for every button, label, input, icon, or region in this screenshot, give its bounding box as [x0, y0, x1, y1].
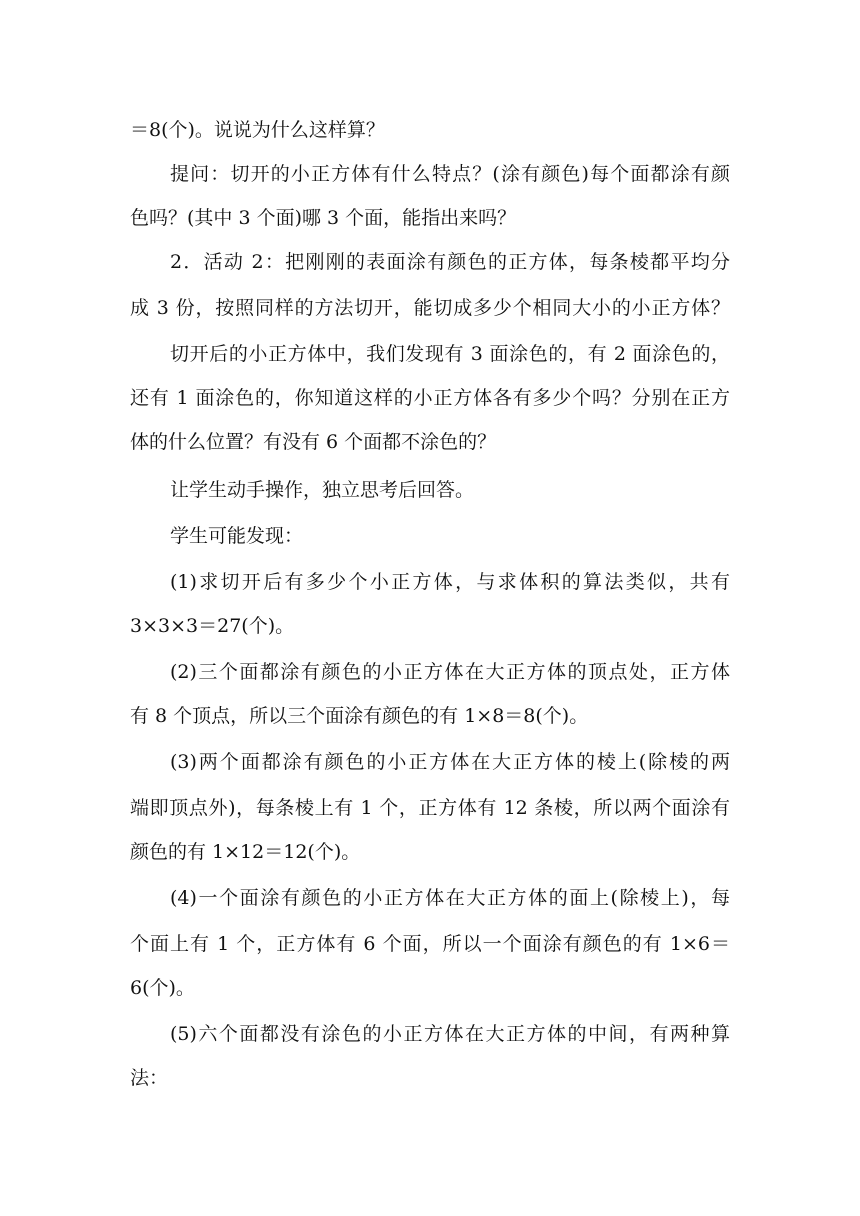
text-line: (2)三个面都涂有颜色的小正方体在大正方体的顶点处，正方体 — [170, 661, 730, 683]
text-line: 让学生动手操作，独立思考后回答。 — [170, 479, 475, 501]
text-line: 还有 1 面涂色的，你知道这样的小正方体各有多少个吗？分别在正方 — [130, 387, 730, 409]
text-line: (1)求切开后有多少个小正方体，与求体积的算法类似，共有 — [170, 571, 730, 593]
text-line: 成 3 份，按照同样的方法切开，能切成多少个相同大小的小正方体？ — [130, 297, 730, 319]
text-line: 有 8 个顶点，所以三个面涂有颜色的有 1×8＝8(个)。 — [130, 705, 589, 727]
text-line: ＝8(个)。说说为什么这样算？ — [130, 119, 385, 141]
text-line: 切开后的小正方体中，我们发现有 3 面涂色的，有 2 面涂色的， — [170, 343, 730, 365]
text-line: 体的什么位置？有没有 6 个面都不涂色的？ — [130, 431, 497, 453]
text-line: 6(个)。 — [130, 977, 195, 999]
text-line: 2．活动 2：把刚刚的表面涂有颜色的正方体，每条棱都平均分 — [170, 251, 730, 273]
text-line: 学生可能发现： — [170, 525, 304, 547]
text-line: (4)一个面涂有颜色的小正方体在大正方体的面上(除棱上)，每 — [170, 887, 730, 909]
text-line: 色吗？(其中 3 个面)哪 3 个面，能指出来吗？ — [130, 207, 517, 229]
text-line: (5)六个面都没有涂色的小正方体在大正方体的中间，有两种算 — [170, 1023, 730, 1045]
text-line: 端即顶点外)，每条棱上有 1 个，正方体有 12 条棱，所以两个面涂有 — [130, 797, 730, 819]
text-line: (3)两个面都涂有颜色的小正方体在大正方体的棱上(除棱的两 — [170, 751, 730, 773]
text-line: 个面上有 1 个，正方体有 6 个面，所以一个面涂有颜色的有 1×6＝ — [130, 933, 730, 955]
text-line: 颜色的有 1×12＝12(个)。 — [130, 841, 361, 863]
text-line: 3×3×3＝27(个)。 — [130, 615, 295, 637]
text-line: 提问：切开的小正方体有什么特点？(涂有颜色)每个面都涂有颜 — [170, 163, 730, 185]
text-line: 法： — [130, 1067, 169, 1089]
